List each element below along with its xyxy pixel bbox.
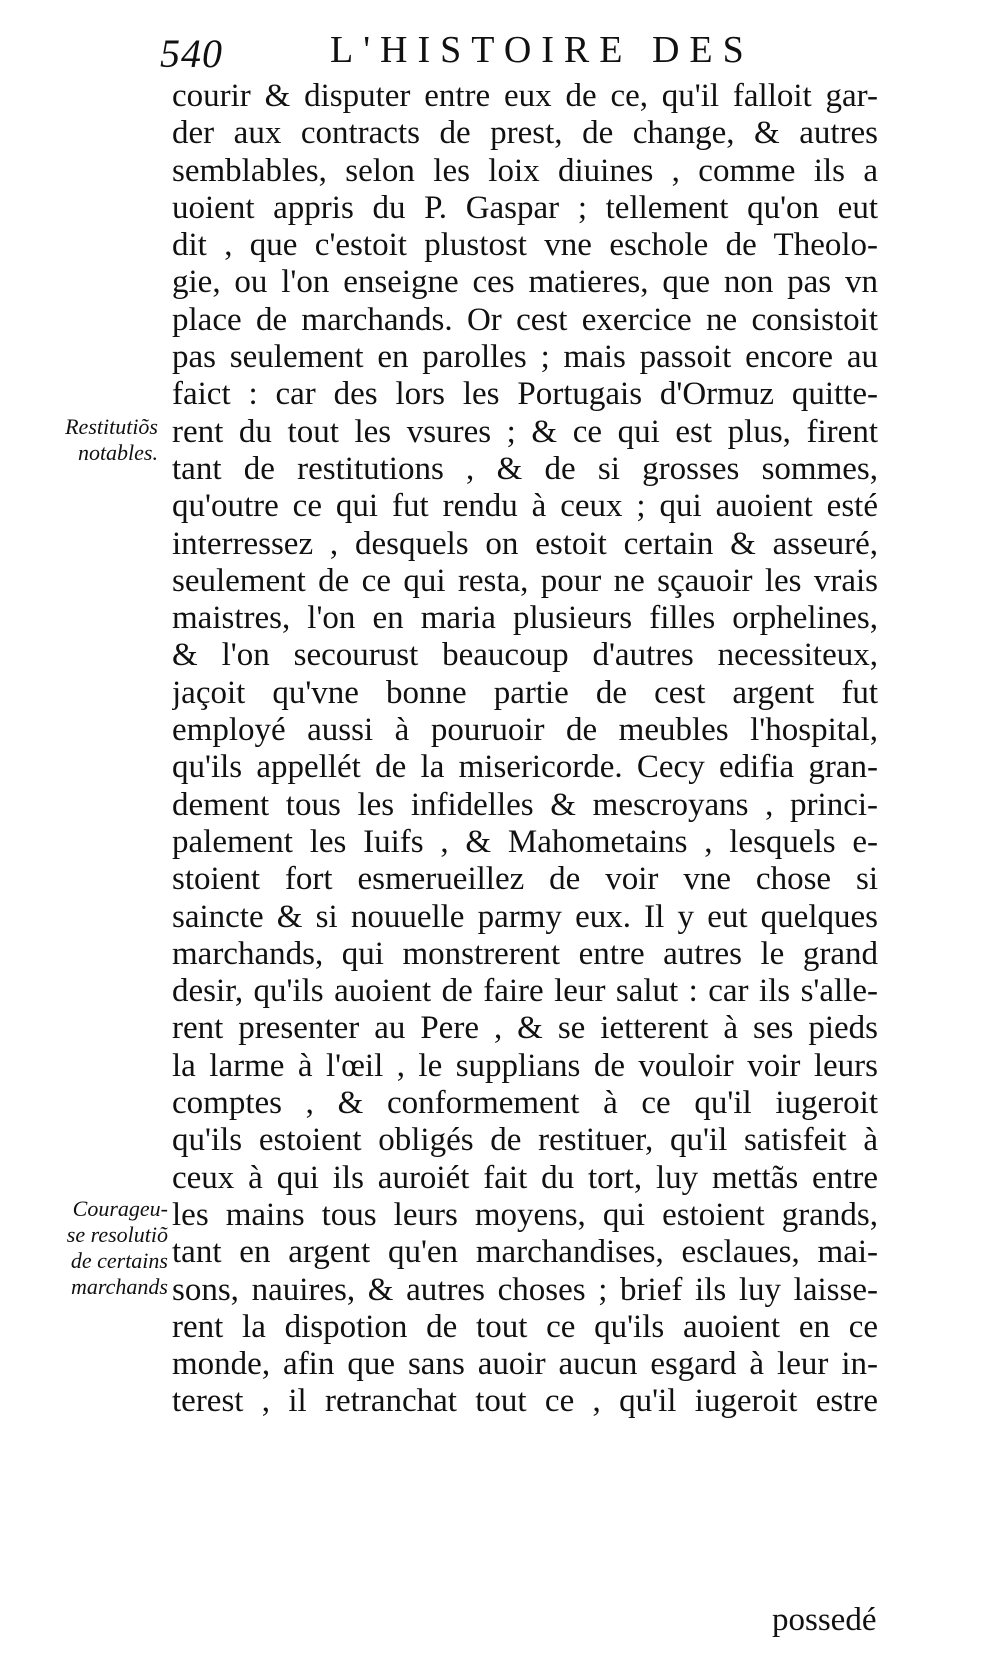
text-line: interressez , desquels on estoit certain & asseuré, [172,525,878,562]
page-number: 540 [160,31,223,76]
text-line: sons, nauires, & autres choses ; brief ils luy laisse- [172,1271,878,1308]
text-line: pas seulement en parolles ; mais passoit encore au [172,339,878,376]
text-line: employé aussi à pouruoir de meubles l'hospital, [172,712,878,749]
text-line: les mains tous leurs moyens, qui estoient grands, [172,1196,878,1233]
text-line: gie, ou l'on enseigne ces matieres, que non pas vn [172,264,878,301]
text-line: seulement de ce qui resta, pour ne sçauoir les vrais [172,562,878,599]
text-line: desir, qu'ils auoient de faire leur salut : car ils s'alle- [172,973,878,1010]
text-line: rent presenter au Pere , & se ietterent à ses pieds [172,1010,878,1047]
body-text [172,78,878,1421]
margin-note-line: Courageu- [72,1196,168,1221]
text-line: la larme à l'œil , le supplians de vouloir voir leurs [172,1047,878,1084]
text-line: comptes , & conformement à ce qu'il iugeroit [172,1085,878,1122]
catchword: possedé [772,1602,877,1638]
text-line: rent du tout les vsures ; & ce qui est plus, firent [172,413,878,450]
text-line: uoient appris du P. Gaspar ; tellement qu'on eut [172,189,878,226]
text-line: palement les Iuifs , & Mahometains , lesquels e- [172,823,878,860]
margin-note-line: marchands [71,1274,168,1299]
text-line: courir & disputer entre eux de ce, qu'il falloit gar- [172,78,878,114]
margin-note-restitutions [18,414,158,466]
margin-note-resolution [18,1196,168,1300]
text-line: jaçoit qu'vne bonne partie de cest argent fut [172,674,878,711]
text-line: qu'outre ce qui fut rendu à ceux ; qui auoient esté [172,488,878,525]
page-header [160,22,880,78]
text-line: marchands, qui monstrerent entre autres le grand [172,935,878,972]
text-line: qu'ils estoient obligés de restituer, qu'il satisfeit à [172,1122,878,1159]
text-line: dement tous les infidelles & mescroyans , princi- [172,786,878,823]
text-line: terest , il retranchat tout ce , qu'il iugeroit estre [172,1383,878,1420]
text-line: & l'on secourust beaucoup d'autres necessiteux, [172,637,878,674]
margin-note-line: Restitutiõs [65,414,158,439]
text-line: monde, afin que sans auoir aucun esgard à leur in- [172,1346,878,1383]
text-line: semblables, selon les loix diuines , comme ils a [172,152,878,189]
margin-note-line: notables. [77,440,158,465]
text-line: saincte & si nouuelle parmy eux. Il y eut quelques [172,898,878,935]
margin-note-line: se resolutiõ [66,1222,168,1247]
text-line: faict : car des lors les Portugais d'Ormuz quitte- [172,376,878,413]
text-line: ceux à qui ils auroiét fait du tort, luy mettãs entre [172,1159,878,1196]
text-line: rent la dispotion de tout ce qu'ils auoient en ce [172,1308,878,1345]
running-head: L'HISTOIRE DES [330,29,754,71]
margin-note-line: de certains [70,1248,168,1273]
text-line: dit , que c'estoit plustost vne eschole de Theolo- [172,227,878,264]
text-line: place de marchands. Or cest exercice ne consistoit [172,301,878,338]
text-line: stoient fort esmerueillez de voir vne chose si [172,861,878,898]
text-line: der aux contracts de prest, de change, & autres [172,115,878,152]
text-line: tant en argent qu'en marchandises, esclaues, mai- [172,1234,878,1271]
text-line: tant de restitutions , & de si grosses sommes, [172,450,878,487]
text-line: qu'ils appellét de la misericorde. Cecy edifia gran- [172,749,878,786]
text-line: maistres, l'on en maria plusieurs filles orphelines, [172,600,878,637]
